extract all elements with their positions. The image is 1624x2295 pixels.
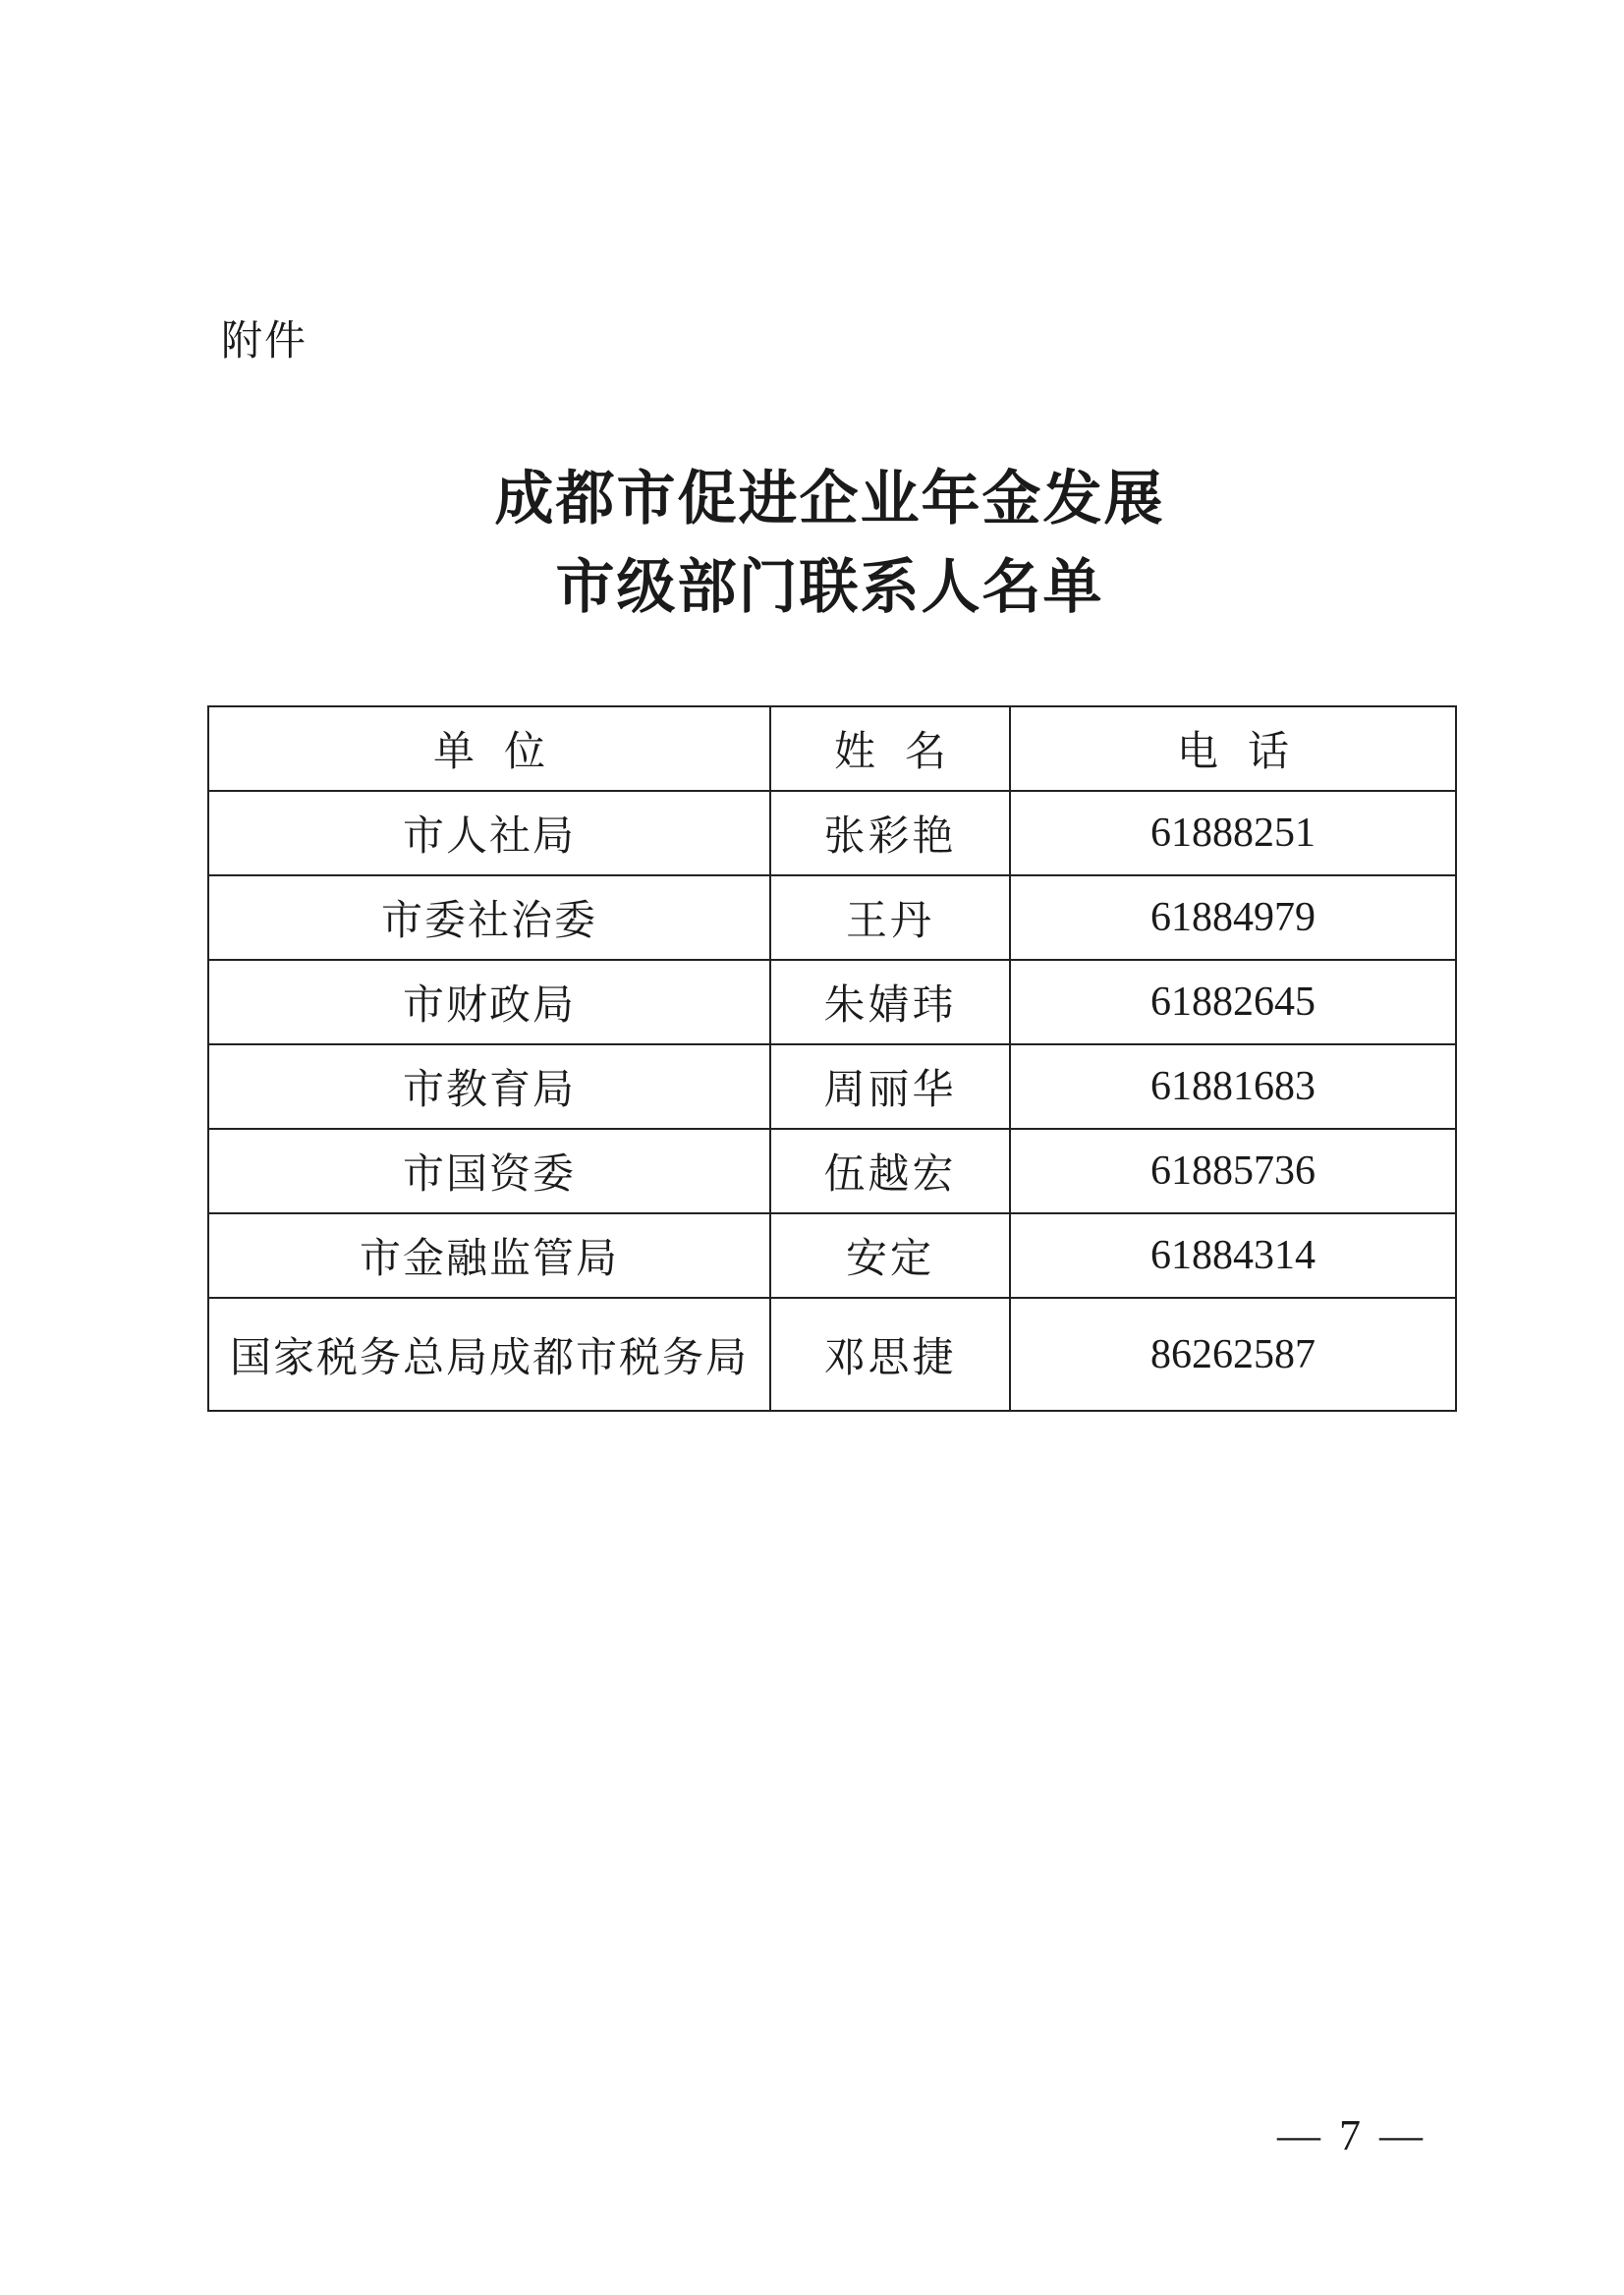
table-row — [208, 960, 1456, 1044]
name-cell: 王丹 — [770, 875, 1010, 960]
name-cell: 张彩艳 — [770, 791, 1010, 875]
name-cell: 朱婧玮 — [770, 960, 1010, 1044]
attachment-label: 附件 — [221, 316, 308, 364]
page-number: — 7 — — [1277, 2111, 1427, 2159]
table-row — [208, 1129, 1456, 1213]
table-row — [208, 791, 1456, 875]
document-title-line-1: 成都市促进企业年金发展 — [494, 465, 1165, 533]
table-row — [208, 875, 1456, 960]
name-cell: 邓思捷 — [770, 1298, 1010, 1411]
phone-cell: 61881683 — [1010, 1044, 1456, 1129]
table-header-row — [208, 706, 1456, 791]
name-cell: 周丽华 — [770, 1044, 1010, 1129]
header-unit-label: 单位 — [432, 727, 575, 775]
document-title-line-2: 市级部门联系人名单 — [555, 553, 1104, 622]
table-row — [208, 1298, 1456, 1411]
phone-cell: 61885736 — [1010, 1129, 1456, 1213]
unit-cell: 市人社局 — [208, 791, 770, 875]
phone-cell: 61884314 — [1010, 1213, 1456, 1298]
contact-table — [207, 705, 1457, 1412]
unit-cell: 市国资委 — [208, 1129, 770, 1213]
table-row — [208, 1044, 1456, 1129]
header-name — [770, 706, 1010, 791]
header-phone-label: 电话 — [1176, 727, 1318, 775]
phone-cell: 61884979 — [1010, 875, 1456, 960]
phone-cell: 61882645 — [1010, 960, 1456, 1044]
unit-cell: 市教育局 — [208, 1044, 770, 1129]
unit-cell: 市金融监管局 — [208, 1213, 770, 1298]
unit-cell: 国家税务总局成都市税务局 — [208, 1298, 770, 1411]
header-name-label: 姓名 — [833, 727, 976, 775]
phone-cell: 61888251 — [1010, 791, 1456, 875]
unit-cell: 市委社治委 — [208, 875, 770, 960]
header-unit — [208, 706, 770, 791]
name-cell: 安定 — [770, 1213, 1010, 1298]
table-row — [208, 1213, 1456, 1298]
unit-cell: 市财政局 — [208, 960, 770, 1044]
phone-cell: 86262587 — [1010, 1298, 1456, 1411]
header-phone — [1010, 706, 1456, 791]
name-cell: 伍越宏 — [770, 1129, 1010, 1213]
